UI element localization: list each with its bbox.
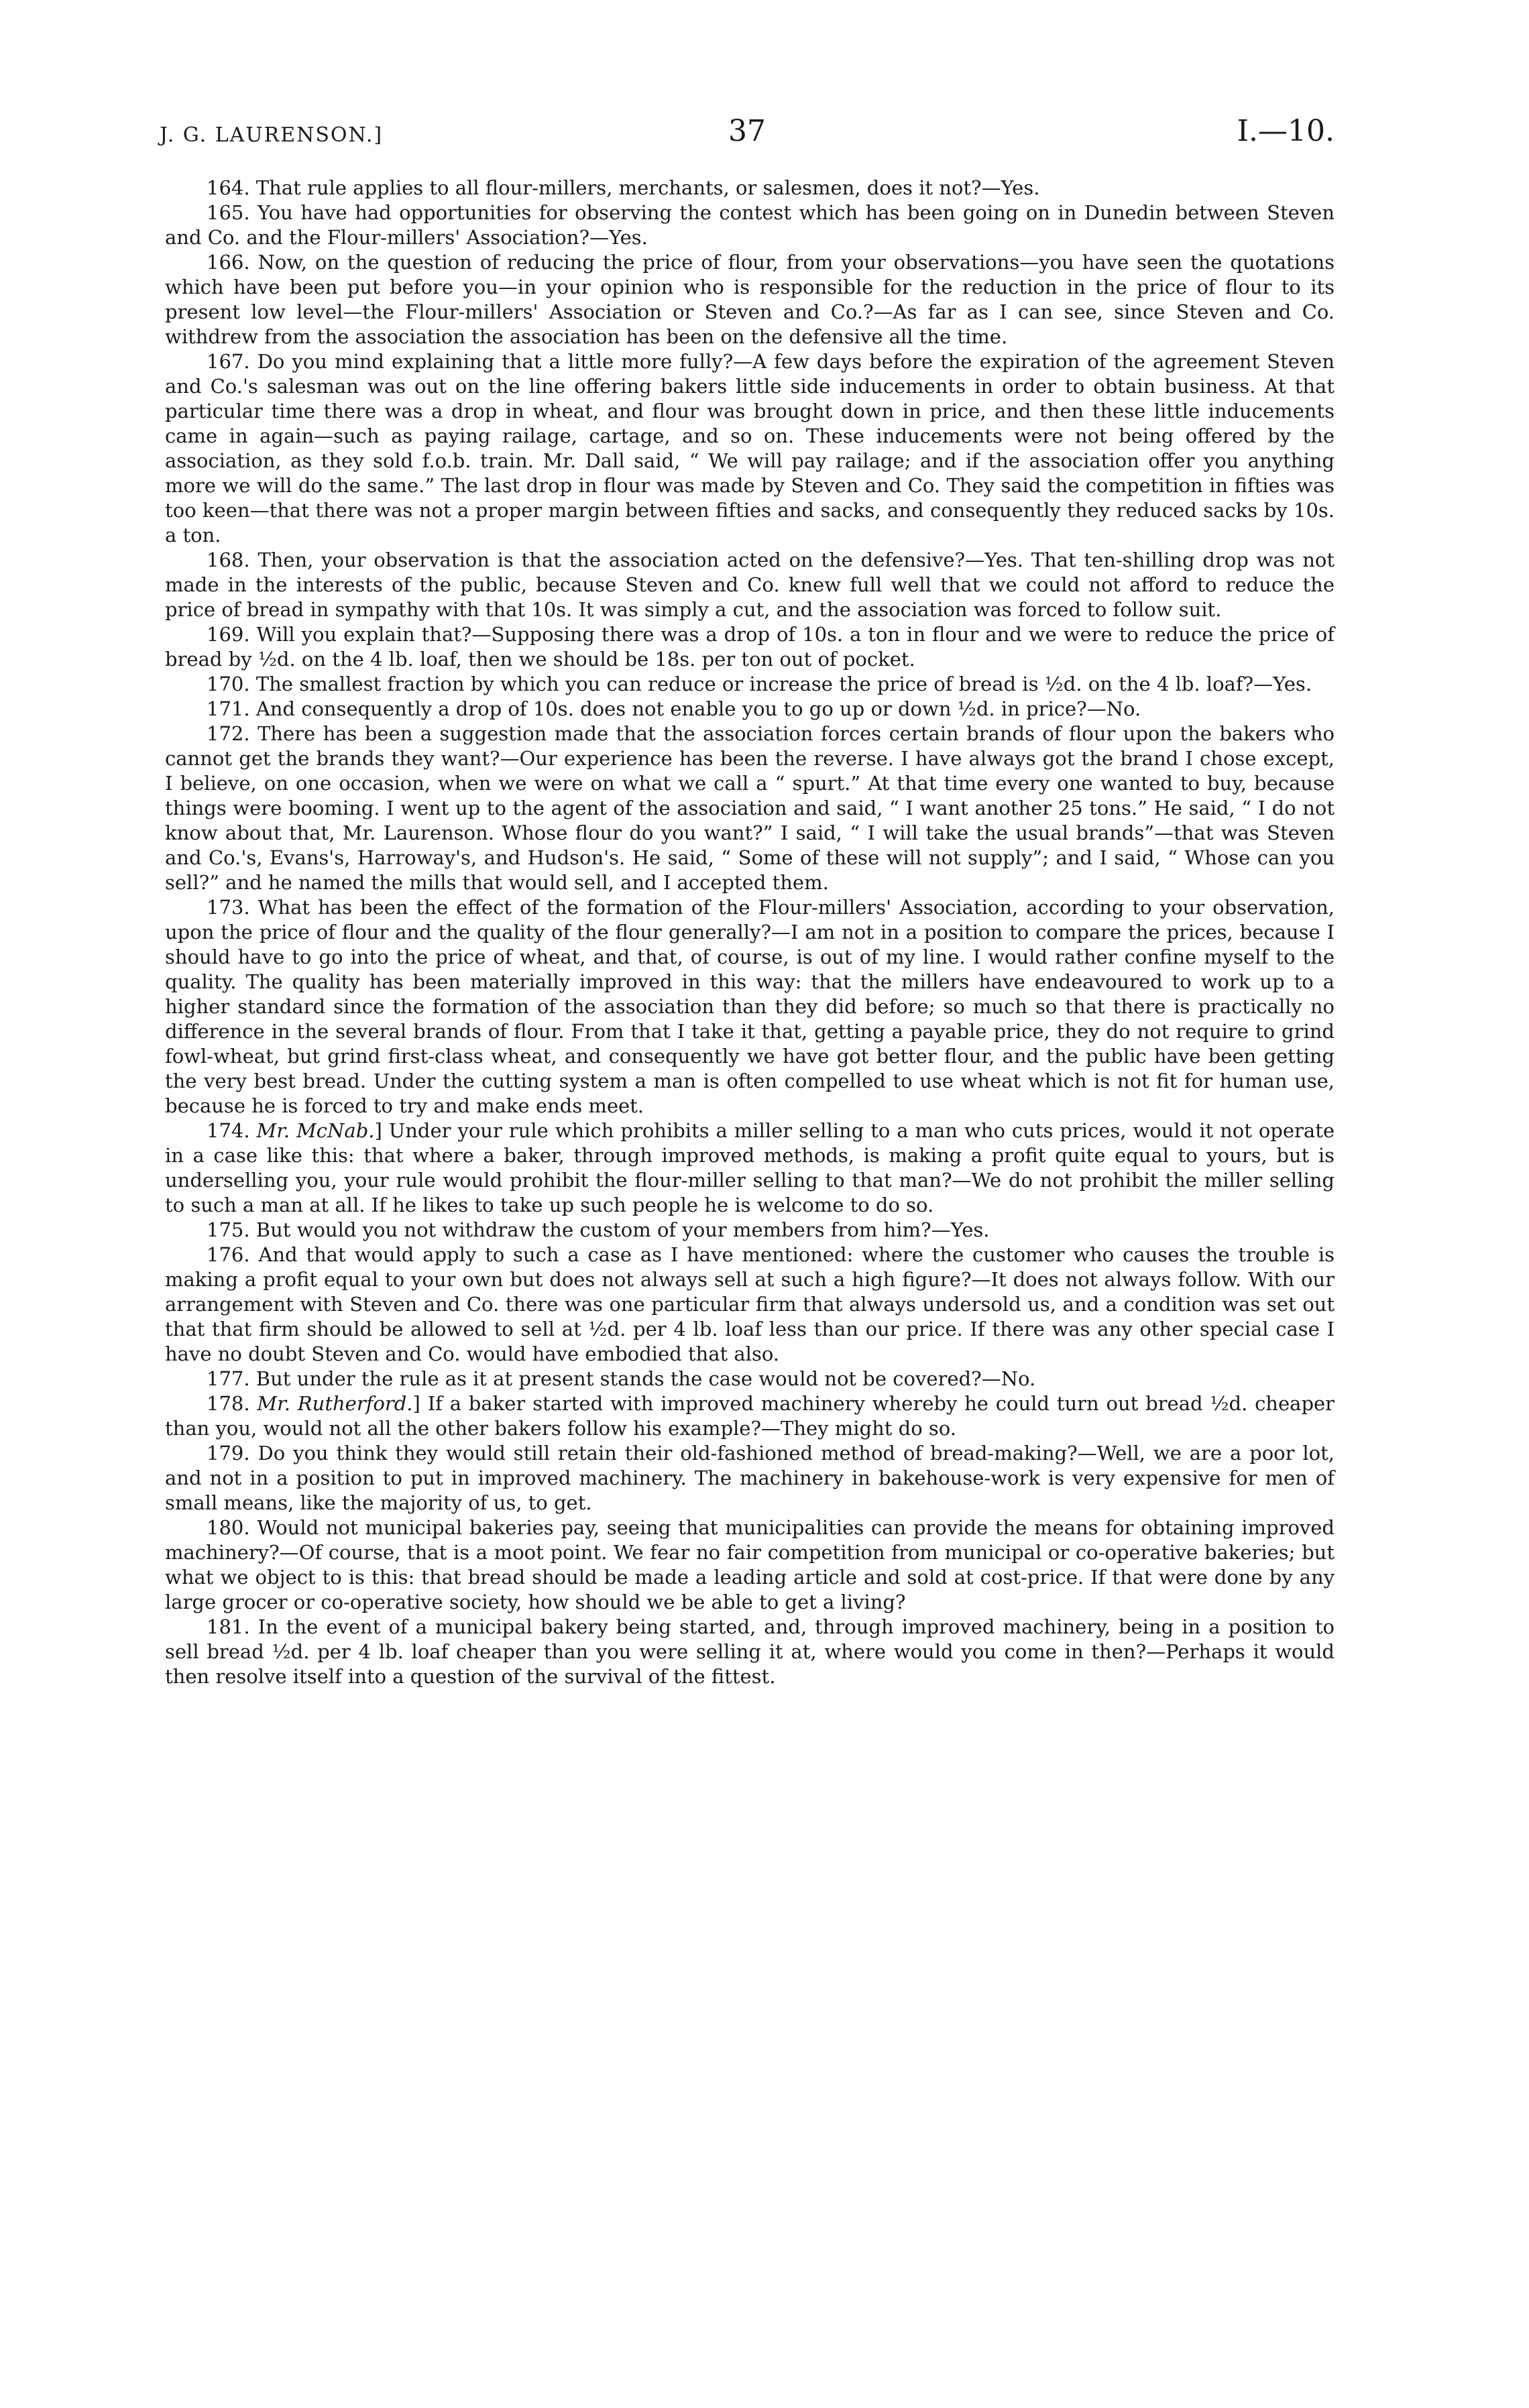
testimony-paragraph bbox=[165, 622, 1335, 672]
question-number: 168. bbox=[207, 549, 250, 571]
speaker-name: Mr. Rutherford. bbox=[257, 1392, 413, 1415]
question-number: 180. bbox=[207, 1516, 250, 1539]
question-number: 170. bbox=[207, 673, 250, 695]
question-text: Under your rule which prohibits a miller selling to a man who cuts prices, would it not operate in a case like this: that where a baker, through improved methods, is making a profit quite equal to yours, but is underselling you, your rule would prohibit the flour-miller selling to that man?—We do not prohibit the miller selling to such a man at all. If he likes to take up such people he is welcome to do so. bbox=[165, 1119, 1335, 1216]
page-number: 37 bbox=[728, 114, 766, 148]
question-text: And consequently a drop of 10s. does not enable you to go up or down ½d. in price?—No. bbox=[256, 697, 1141, 720]
question-number: 166. bbox=[207, 251, 250, 274]
question-text: That rule applies to all flour-millers, merchants, or salesmen, does it not?—Yes. bbox=[256, 176, 1040, 199]
question-text: What has been the effect of the formation of the Flour-millers' Association, according to your observation, upon the price of flour and the quality of the flour generally?—I am not in a position to compare the prices, because I should have to go into the price of wheat, and that, of course, is out of my line. I would rather confine myself to the quality. The quality has been materially improved in this way: that the millers have endeavoured to work up to a higher standard since the formation of the association than they did before; so much so that there is practically no difference in the several brands of flour. From that I take it that, getting a payable price, they do not require to grind fowl-wheat, but grind first-class wheat, and consequently we have got better flour, and the public have been getting the very best bread. Under the cutting system a man is often compelled to use wheat which is not fit for human use, because he is forced to try and make ends meet. bbox=[165, 896, 1335, 1117]
question-text: Then, your observation is that the association acted on the defensive?—Yes. That ten-shilling drop was not made in the interests of the public, because Steven and Co. knew full well that we could not afford to reduce the price of bread in sympathy with that 10s. It was simply a cut, and the association was forced to follow suit. bbox=[165, 549, 1335, 621]
testimony-paragraph bbox=[165, 1515, 1335, 1615]
question-number: 171. bbox=[207, 697, 250, 720]
question-text: Do you think they would still retain their old-fashioned method of bread-making?—Well, we are a poor lot, and not in a position to put in improved machinery. The machinery in bakehouse-work is very expensive for men of small means, like the majority of us, to get. bbox=[165, 1442, 1335, 1514]
page-header bbox=[160, 114, 1335, 168]
question-number: 174. bbox=[207, 1119, 250, 1142]
question-number: 167. bbox=[207, 350, 250, 373]
testimony-paragraph bbox=[165, 1367, 1335, 1391]
question-number: 164. bbox=[207, 176, 250, 199]
testimony-paragraph bbox=[165, 1119, 1335, 1218]
question-text: There has been a suggestion made that the association forces certain brands of flour upon the bakers who cannot get the brands they want?—Our experience has been the reverse. I have always got the brand I chose except, I believe, on one occasion, when we were on what we call a “ spurt.” At that time every one wanted to buy, because things were booming. I went up to the agent of the association and said, “ I want another 25 tons.” He said, “ I do not know about that, Mr. Laurenson. Whose flour do you want?” I said, “ I will take the usual brands”—that was Steven and Co.'s, Evans's, Harroway's, and Hudson's. He said, “ Some of these will not supply”; and I said, “ Whose can you sell?” and he named the mills that would sell, and I accepted them. bbox=[165, 722, 1335, 894]
testimony-paragraph bbox=[165, 349, 1335, 548]
speaker-bracket: ] bbox=[374, 1119, 382, 1142]
testimony-paragraph bbox=[165, 176, 1335, 200]
question-number: 173. bbox=[207, 896, 250, 919]
testimony-paragraph bbox=[165, 895, 1335, 1119]
testimony-paragraph bbox=[165, 548, 1335, 622]
document-reference: I.—10. bbox=[1237, 114, 1335, 148]
question-number: 178. bbox=[207, 1392, 250, 1415]
question-text: Would not municipal bakeries pay, seeing that municipalities can provide the means for obtaining improved machinery?—Of course, that is a moot point. We fear no fair competition from municipal or co-operative bakeries; but what we object to is this: that bread should be made a leading article and sold at cost-price. If that were done by any large grocer or co-operative society, how should we be able to get a living? bbox=[165, 1516, 1335, 1613]
question-number: 176. bbox=[207, 1243, 250, 1266]
question-number: 165. bbox=[207, 201, 250, 224]
speaker-name: Mr. McNab. bbox=[256, 1119, 375, 1142]
testimony-paragraph bbox=[165, 1391, 1335, 1441]
testimony-paragraph bbox=[165, 1615, 1335, 1689]
testimony-paragraph bbox=[165, 1441, 1335, 1515]
testimony-body bbox=[165, 176, 1335, 1689]
question-text: The smallest fraction by which you can reduce or increase the price of bread is ½d. on the 4 lb. loaf?—Yes. bbox=[256, 673, 1312, 695]
question-text: But under the rule as it at present stands the case would not be covered?—No. bbox=[256, 1367, 1036, 1390]
question-text: Do you mind explaining that a little more fully?—A few days before the expiration of the agreement Steven and Co.'s salesman was out on the line offering bakers little side inducements in order to obtain business. At that particular time there was a drop in wheat, and flour was brought down in price, and then these little inducements came in again—such as paying railage, cartage, and so on. These inducements were not being offered by the association, as they sold f.o.b. train. Mr. Dall said, “ We will pay railage; and if the association offer you anything more we will do the same.” The last drop in flour was made by Steven and Co. They said the competition in fifties was too keen—that there was not a proper margin between fifties and sacks, and consequently they reduced sacks by 10s. a ton. bbox=[165, 350, 1335, 547]
witness-name: J. G. LAURENSON.] bbox=[160, 123, 384, 147]
speaker-bracket: ] bbox=[412, 1392, 420, 1415]
testimony-paragraph bbox=[165, 250, 1335, 349]
testimony-paragraph bbox=[165, 1243, 1335, 1367]
testimony-paragraph bbox=[165, 697, 1335, 722]
question-number: 169. bbox=[207, 623, 250, 646]
question-text: Will you explain that?—Supposing there was a drop of 10s. a ton in flour and we were to reduce the price of bread by ½d. on the 4 lb. loaf, then we should be 18s. per ton out of pocket. bbox=[165, 623, 1335, 671]
question-number: 175. bbox=[207, 1218, 250, 1241]
question-text: And that would apply to such a case as I have mentioned: where the customer who causes the trouble is making a profit equal to your own but does not always sell at such a high figure?—It does not always follow. With our arrangement with Steven and Co. there was one particular firm that always undersold us, and a condition was set out that that firm should be allowed to sell at ½d. per 4 lb. loaf less than our price. If there was any other special case I have no doubt Steven and Co. would have embodied that also. bbox=[165, 1243, 1335, 1365]
question-text: If a baker started with improved machinery whereby he could turn out bread ½d. cheaper than you, would not all the other bakers follow his example?—They might do so. bbox=[165, 1392, 1335, 1440]
question-text: But would you not withdraw the custom of your members from him?—Yes. bbox=[256, 1218, 990, 1241]
question-number: 181. bbox=[207, 1615, 250, 1638]
testimony-paragraph bbox=[165, 722, 1335, 895]
question-number: 179. bbox=[207, 1442, 250, 1465]
question-number: 177. bbox=[207, 1367, 250, 1390]
question-text: In the event of a municipal bakery being started, and, through improved machinery, being in a position to sell bread ½d. per 4 lb. loaf cheaper than you were selling it at, where would you come in then?—Perhaps it would then resolve itself into a question of the survival of the fittest. bbox=[165, 1615, 1335, 1688]
question-text: You have had opportunities for observing the contest which has been going on in Dunedin between Steven and Co. and the Flour-millers' Association?—Yes. bbox=[165, 201, 1335, 249]
question-number: 172. bbox=[207, 722, 250, 745]
testimony-paragraph bbox=[165, 1218, 1335, 1243]
question-text: Now, on the question of reducing the price of flour, from your observations—you have seen the quotations which have been put before you—in your opinion who is responsible for the reduction in the price of flour to its present low level—the Flour-millers' Association or Steven and Co.?—As far as I can see, since Steven and Co. withdrew from the association the association has been on the defensive all the time. bbox=[165, 251, 1335, 348]
testimony-paragraph bbox=[165, 200, 1335, 250]
testimony-paragraph bbox=[165, 672, 1335, 697]
